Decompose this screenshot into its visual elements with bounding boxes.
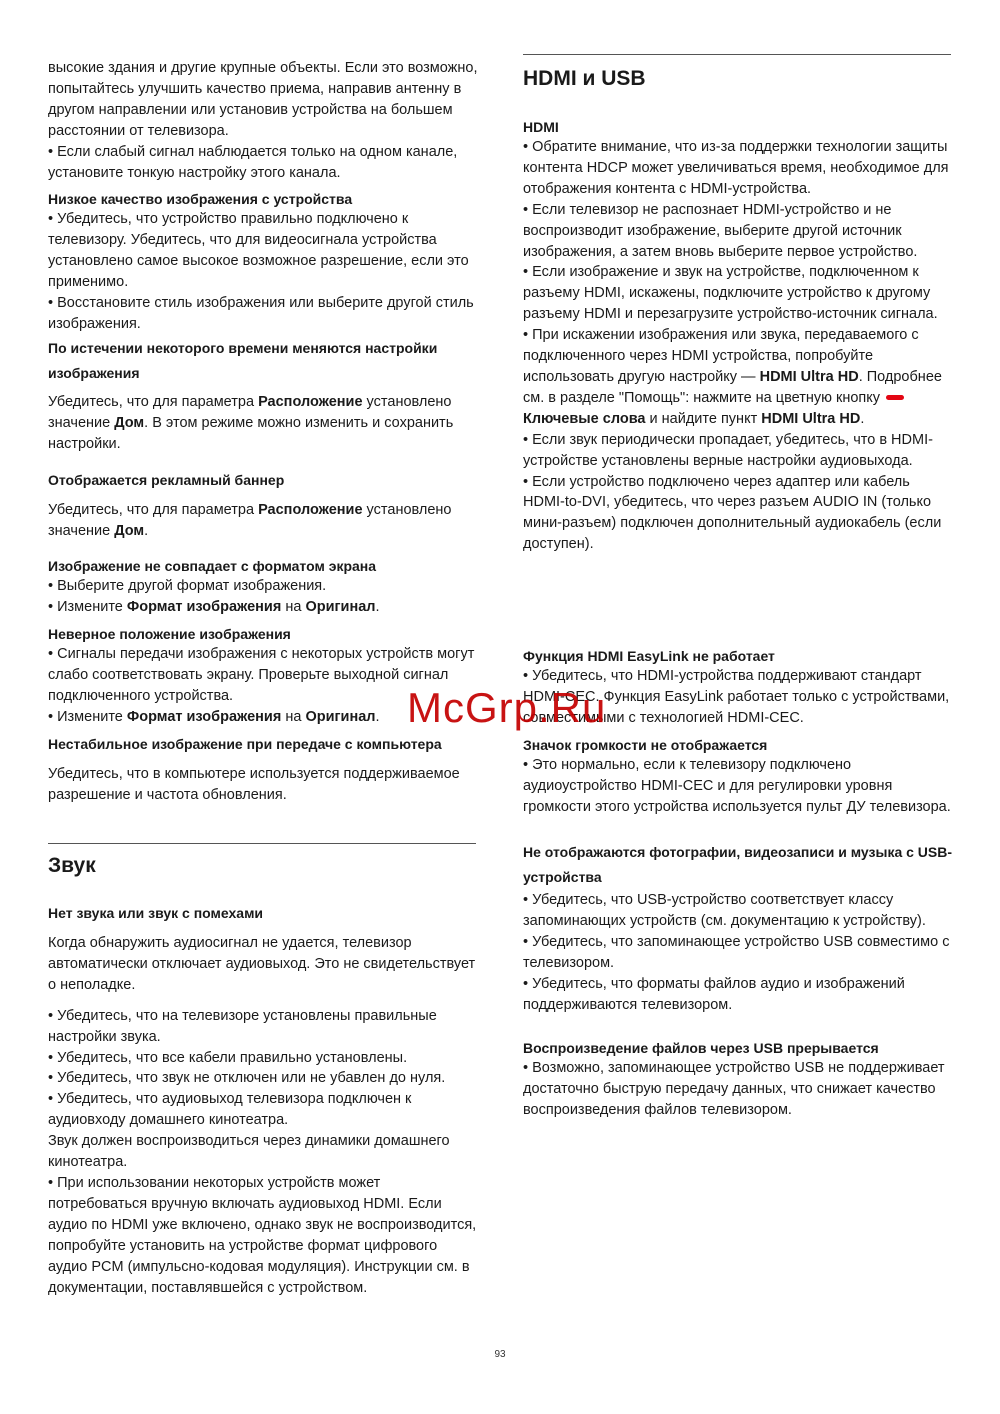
paragraph: • Выберите другой формат изображения. [48, 578, 327, 594]
heading-low-quality: Низкое качество изображения с устройства [48, 191, 353, 207]
no-sound-block [48, 903, 478, 1298]
section-title-hdmi-usb: HDMI и USB [523, 67, 646, 90]
heading-hdmi: HDMI [523, 119, 559, 135]
list-item: • Если изображение и звук на устройстве, подключенном к разъему HDMI, искажены, подключите устройство к другому разъему HDMI и перезагрузите устройство-источник сигнала. [523, 264, 938, 323]
heading-settings-change: По истечении некоторого времени меняются настройки изображения [48, 340, 438, 381]
paragraph: • Если слабый сигнал наблюдается только на одном канале, установите тонкую настройку этого канала. [48, 143, 458, 181]
list-item: • Убедитесь, что HDMI-устройства поддерживают стандарт HDMI-CEC. Функция EasyLink работает только с устройствами, совместимыми с технологией HDMI-CEC. [523, 668, 950, 726]
heading-banner: Отображается рекламный баннер [48, 472, 285, 488]
section-divider [523, 54, 951, 55]
list-item: • Обратите внимание, что из-за поддержки технологии защиты контента HDCP может увеличиваться время, необходимое для отображения контента с HDMI-устройства. [523, 139, 949, 197]
list-item: • Если устройство подключено через адаптер или кабель HDMI-to-DVI, убедитесь, что через разъем AUDIO IN (только мини-разъем) подключен дополнительный аудиокабель (если доступен). [523, 473, 942, 553]
list-item: • Убедитесь, что звук не отключен или не убавлен до нуля. [48, 1070, 446, 1087]
list-item: • Если звук периодически пропадает, убедитесь, что в HDMI-устройстве установлены верные настройки аудиовыхода. [523, 431, 933, 469]
settings-change-block [48, 336, 478, 455]
page-number: 93 [494, 1349, 506, 1360]
list-item: • Возможно, запоминающее устройство USB не поддерживает достаточно быструю передачу данных, что снижает качество воспроизведения файлов телевизором. [523, 1060, 945, 1118]
section-divider [48, 843, 476, 844]
list-item: • При искажении изображения или звука, передаваемого с подключенного через HDMI устройства, попробуйте использовать другую настройку — HDMI Ultra HD. Подробнее см. в разделе "Помощь": нажмите на цветную кнопку Ключевые слова и найдите пункт HDMI Ultra HD. [523, 327, 942, 427]
list-item: • При использовании некоторых устройств может потребоваться вручную включать аудиовыход HDMI. Если аудио по HDMI уже включено, однако звук не воспроизводится, попробуйте установить на устройстве формат цифрового аудио PCM (импульсно-кодовая модуляция). Инструкции см. в документации, поставлявшейся с устройством. [48, 1174, 477, 1296]
paragraph: • Измените Формат изображения на Оригинал. [48, 598, 380, 615]
heading-usb-interrupt: Воспроизведение файлов через USB прерывается [523, 1040, 879, 1056]
sound-section [48, 856, 478, 877]
volume-icon-block [523, 735, 953, 818]
heading-unstable: Нестабильное изображение при передаче с компьютера [48, 736, 442, 752]
list-item: • Убедитесь, что запоминающее устройство USB совместимо с телевизором. [523, 933, 950, 971]
paragraph: Когда обнаружить аудиосигнал не удается, телевизор автоматически отключает аудиовыход. Это не свидетельствует о неполадке. [48, 935, 476, 993]
heading-position: Неверное положение изображения [48, 626, 291, 642]
list-item: • Убедитесь, что все кабели правильно установлены. [48, 1049, 408, 1066]
watermark: McGrp.Ru [407, 684, 607, 731]
list-item: • Убедитесь, что форматы файлов аудио и изображений поддерживаются телевизором. [523, 975, 905, 1013]
red-color-key-icon [886, 395, 904, 400]
paragraph: • Восстановите стиль изображения или выберите другой стиль изображения. [48, 294, 474, 332]
paragraph: • Убедитесь, что устройство правильно подключено к телевизору. Убедитесь, что для видеосигнала устройства установлено самое высокое возможное разрешение, если это применимо. [48, 211, 469, 290]
list-item: • Убедитесь, что на телевизоре установлены правильные настройки звука. [48, 1007, 437, 1045]
paragraph: • Сигналы передачи изображения с некоторых устройств могут слабо соответствовать экрану. Проверьте выходной сигнал подключенного устройства. [48, 646, 475, 704]
paragraph: Убедитесь, что для параметра Расположение установлено значение Дом. В этом режиме можно изменить и сохранить настройки. [48, 394, 454, 452]
paragraph: Убедитесь, что в компьютере используется поддерживаемое разрешение и частота обновления. [48, 766, 460, 803]
list-item: • Это нормально, если к телевизору подключено аудиоустройство HDMI-CEC и для регулировки уровня громкости этого устройства используется пульт ДУ телевизора. [523, 757, 951, 815]
list-item: • Если телевизор не распознает HDMI-устройство и не воспроизводит изображение, выберите другой источник изображения, а затем вновь выберите первое устройство. [523, 201, 918, 260]
intro-block [48, 58, 478, 183]
paragraph: высокие здания и другие крупные объекты. Если это возможно, попытайтесь улучшить качество приема, направив антенну в другом направлении или установив устройства на большем расстоянии от телевизора. [48, 60, 478, 139]
heading-volume-icon: Значок громкости не отображается [523, 737, 768, 753]
list-item: • Убедитесь, что USB-устройство соответствует классу запоминающих устройств (см. документацию к устройству). [523, 892, 926, 929]
usb-interrupt-block [523, 1038, 953, 1121]
banner-block [48, 470, 478, 542]
low-quality-block [48, 189, 478, 334]
paragraph: Убедитесь, что для параметра Расположение установлено значение Дом. [48, 502, 452, 539]
list-item: • Убедитесь, что аудиовыход телевизора подключен к аудиовходу домашнего кинотеатра. [48, 1091, 412, 1129]
paragraph: • Измените Формат изображения на Оригинал. [48, 708, 380, 725]
heading-easylink: Функция HDMI EasyLink не работает [523, 648, 775, 664]
heading-no-sound: Нет звука или звук с помехами [48, 905, 264, 921]
heading-format: Изображение не совпадает с форматом экрана [48, 558, 377, 574]
hdmi-block [523, 117, 953, 555]
format-block [48, 556, 478, 618]
section-title-sound: Звук [48, 854, 96, 877]
heading-usb-media: Не отображаются фотографии, видеозаписи и музыка с USB-устройства [523, 844, 953, 885]
hdmi-usb-section [523, 69, 953, 90]
usb-media-block [523, 840, 953, 1015]
unstable-block [48, 734, 478, 806]
paragraph: Звук должен воспроизводиться через динамики домашнего кинотеатра. [48, 1133, 450, 1171]
